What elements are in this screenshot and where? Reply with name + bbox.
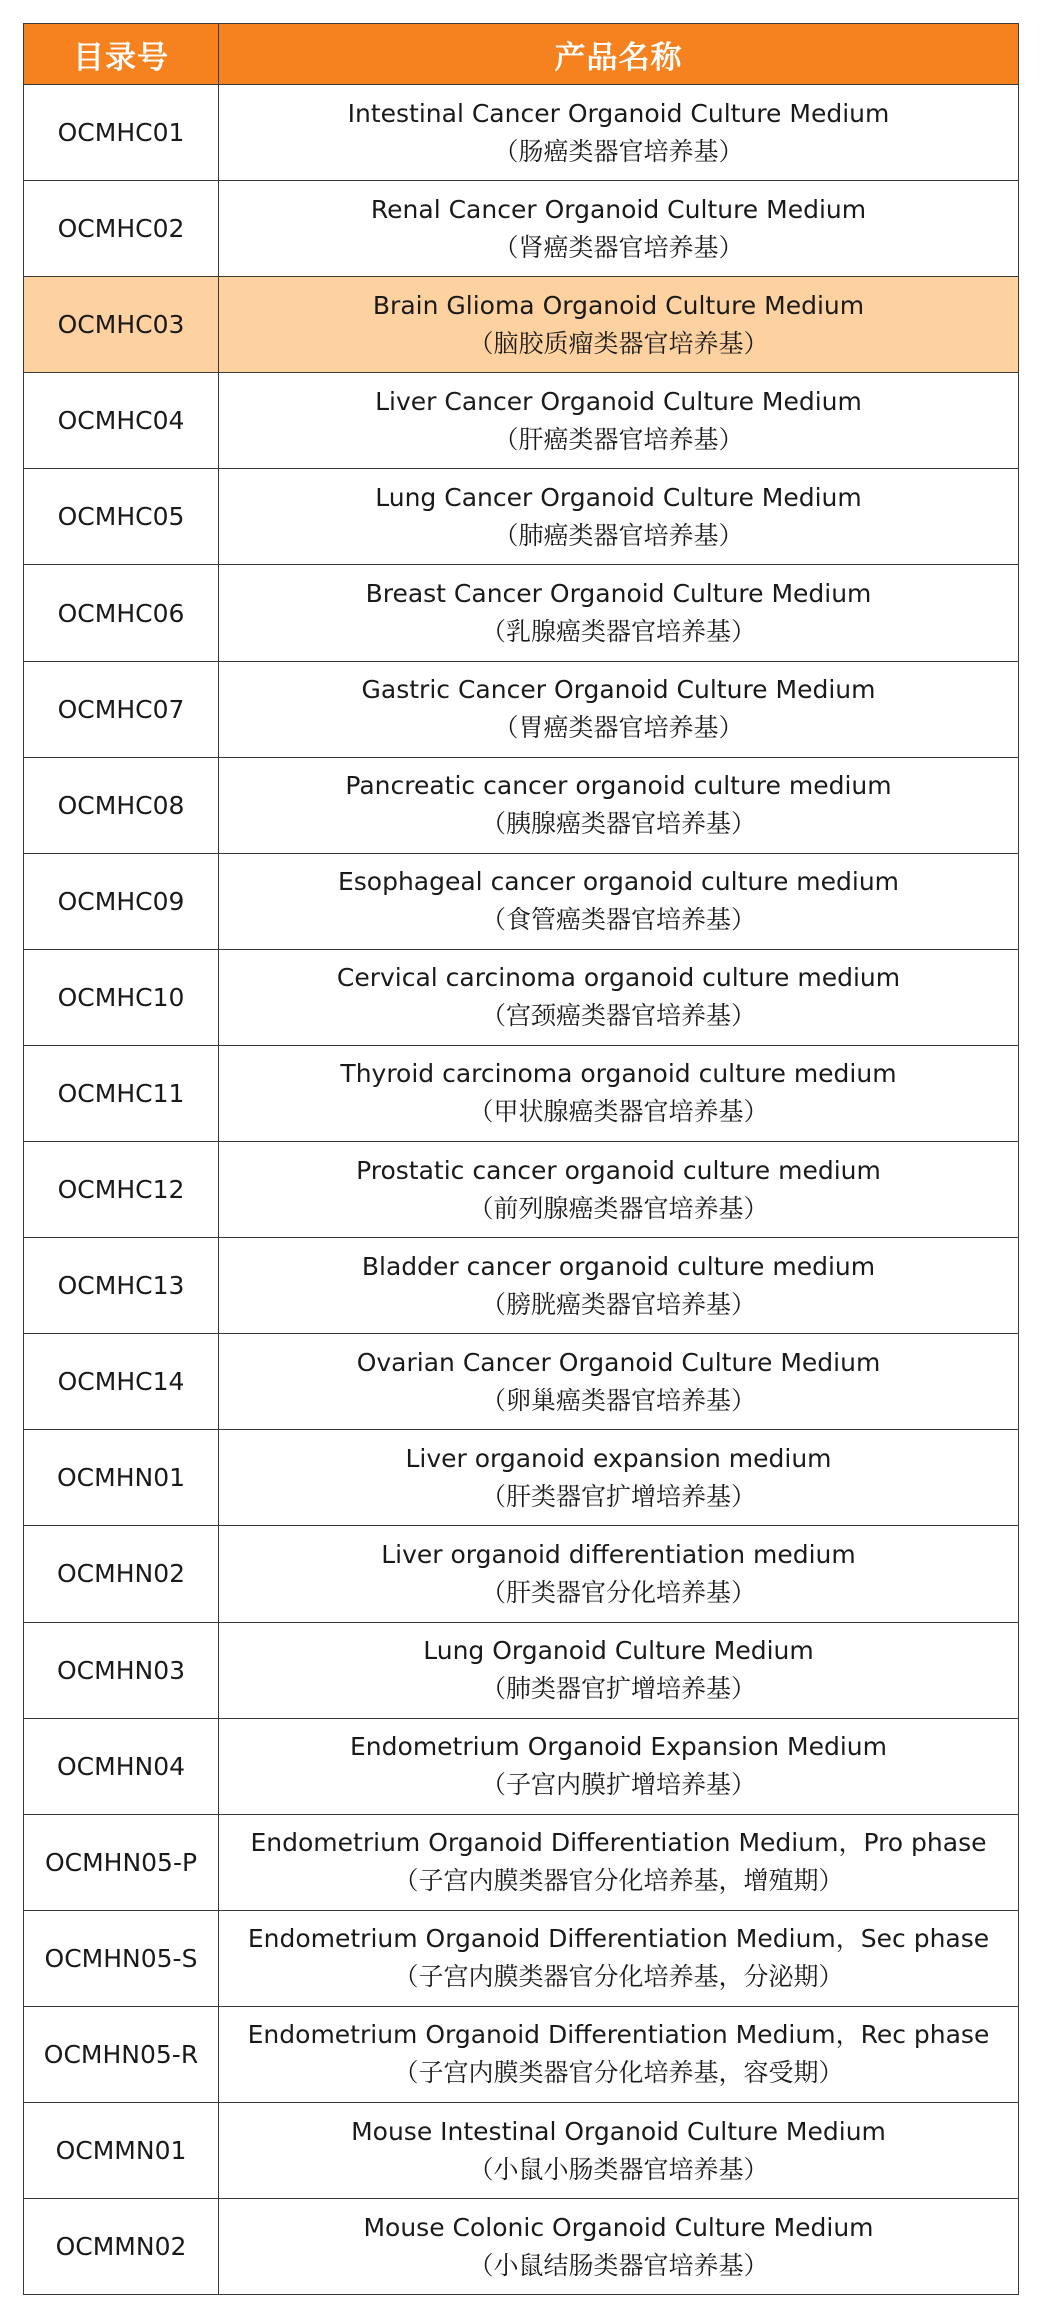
table-row — [24, 1142, 1019, 1238]
catalog-number-cell: OCMMN02 — [24, 2199, 219, 2295]
catalog-number-cell: OCMHC11 — [24, 1045, 219, 1141]
product-name-chinese: （小鼠结肠类器官培养基） — [468, 2250, 769, 2280]
product-name-english: Liver organoid expansion medium — [405, 1443, 832, 1473]
product-name-cell — [219, 277, 1019, 373]
product-name-cell — [219, 949, 1019, 1045]
product-name-cell — [219, 2199, 1019, 2295]
catalog-number-cell: OCMHC08 — [24, 757, 219, 853]
catalog-number-cell: OCMMN01 — [24, 2102, 219, 2198]
product-name-chinese: （宫颈癌类器官培养基） — [480, 1001, 756, 1031]
product-name-chinese: （子宫内膜类器官分化培养基，分泌期） — [393, 1962, 844, 1992]
catalog-number-cell: OCMHC01 — [24, 85, 219, 181]
table-row — [24, 1238, 1019, 1334]
product-name-cell — [219, 1526, 1019, 1622]
product-name-english: Renal Cancer Organoid Culture Medium — [370, 194, 867, 224]
product-name-chinese: （脑胶质瘤类器官培养基） — [468, 328, 769, 358]
product-name-cell — [219, 181, 1019, 277]
table-row — [24, 853, 1019, 949]
product-name-chinese: （膀胱癌类器官培养基） — [480, 1289, 756, 1319]
product-name-english: Liver organoid differentiation medium — [381, 1539, 856, 1569]
column-header-catalog-number: 目录号 — [24, 24, 219, 85]
product-name-english: Liver Cancer Organoid Culture Medium — [375, 386, 862, 416]
product-name-cell — [219, 853, 1019, 949]
product-name-english: Endometrium Organoid Expansion Medium — [350, 1732, 887, 1762]
table-row — [24, 85, 1019, 181]
product-name-chinese: （肺类器官扩增培养基） — [480, 1674, 756, 1704]
product-name-english: Lung Cancer Organoid Culture Medium — [375, 482, 862, 512]
catalog-number-cell: OCMHN05-P — [24, 1814, 219, 1910]
product-name-english: Ovarian Cancer Organoid Culture Medium — [356, 1347, 881, 1377]
product-name-cell — [219, 661, 1019, 757]
product-name-chinese: （肝癌类器官培养基） — [493, 424, 744, 454]
header-row — [24, 24, 1019, 85]
product-name-english: Esophageal cancer organoid culture medium — [337, 867, 900, 897]
product-name-english: Endometrium Organoid Differentiation Medium，Pro phase — [250, 1828, 987, 1858]
catalog-number-cell: OCMHN02 — [24, 1526, 219, 1622]
product-name-cell — [219, 85, 1019, 181]
product-name-chinese: （子宫内膜扩增培养基） — [480, 1770, 756, 1800]
product-name-cell — [219, 469, 1019, 565]
table-row — [24, 373, 1019, 469]
table-row — [24, 1430, 1019, 1526]
table-header — [24, 24, 1019, 85]
catalog-number-cell: OCMHC14 — [24, 1334, 219, 1430]
product-name-chinese: （乳腺癌类器官培养基） — [480, 617, 756, 647]
product-name-chinese: （胰腺癌类器官培养基） — [480, 809, 756, 839]
table-row — [24, 949, 1019, 1045]
table-row — [24, 1718, 1019, 1814]
table-row — [24, 181, 1019, 277]
catalog-number-cell: OCMHN05-R — [24, 2006, 219, 2102]
product-name-cell — [219, 1814, 1019, 1910]
catalog-number-cell: OCMHC09 — [24, 853, 219, 949]
table-body — [24, 85, 1019, 2295]
catalog-number-cell: OCMHC05 — [24, 469, 219, 565]
product-name-cell — [219, 757, 1019, 853]
product-name-english: Intestinal Cancer Organoid Culture Medium — [347, 98, 890, 128]
catalog-number-cell: OCMHN05-S — [24, 1910, 219, 2006]
product-name-english: Lung Organoid Culture Medium — [423, 1636, 814, 1666]
product-name-cell — [219, 1430, 1019, 1526]
product-table — [23, 23, 1019, 2295]
product-name-english: Endometrium Organoid Differentiation Medium，Rec phase — [247, 2020, 990, 2050]
product-name-english: Endometrium Organoid Differentiation Medium，Sec phase — [247, 1924, 990, 1954]
product-name-english: Prostatic cancer organoid culture medium — [356, 1155, 881, 1185]
product-name-cell — [219, 1910, 1019, 2006]
table-row — [24, 2199, 1019, 2295]
catalog-number-cell: OCMHN01 — [24, 1430, 219, 1526]
table-row — [24, 469, 1019, 565]
product-name-cell — [219, 1238, 1019, 1334]
product-name-english: Mouse Colonic Organoid Culture Medium — [363, 2212, 874, 2242]
product-name-cell — [219, 1045, 1019, 1141]
product-name-english: Cervical carcinoma organoid culture medium — [336, 963, 901, 993]
product-name-chinese: （卵巢癌类器官培养基） — [480, 1385, 756, 1415]
catalog-number-cell: OCMHC10 — [24, 949, 219, 1045]
product-name-chinese: （肝类器官扩增培养基） — [480, 1481, 756, 1511]
table-row — [24, 2102, 1019, 2198]
column-header-product-name: 产品名称 — [219, 24, 1019, 85]
product-name-chinese: （肺癌类器官培养基） — [493, 520, 744, 550]
catalog-number-cell: OCMHC13 — [24, 1238, 219, 1334]
product-name-chinese: （小鼠小肠类器官培养基） — [468, 2154, 769, 2184]
product-name-cell — [219, 565, 1019, 661]
product-name-cell — [219, 373, 1019, 469]
product-name-chinese: （胃癌类器官培养基） — [493, 713, 744, 743]
product-name-cell — [219, 2006, 1019, 2102]
catalog-number-cell: OCMHC06 — [24, 565, 219, 661]
product-name-chinese: （食管癌类器官培养基） — [480, 905, 756, 935]
product-name-english: Pancreatic cancer organoid culture medium — [345, 771, 892, 801]
table-row — [24, 1814, 1019, 1910]
catalog-number-cell: OCMHC12 — [24, 1142, 219, 1238]
product-name-cell — [219, 1622, 1019, 1718]
product-name-english: Brain Glioma Organoid Culture Medium — [372, 290, 865, 320]
product-name-english: Mouse Intestinal Organoid Culture Medium — [351, 2116, 886, 2146]
table-row — [24, 277, 1019, 373]
catalog-number-cell: OCMHN03 — [24, 1622, 219, 1718]
table-row — [24, 565, 1019, 661]
product-name-english: Gastric Cancer Organoid Culture Medium — [361, 675, 876, 705]
product-name-chinese: （肾癌类器官培养基） — [493, 232, 744, 262]
catalog-number-cell: OCMHC07 — [24, 661, 219, 757]
table-row — [24, 1622, 1019, 1718]
product-name-chinese: （子宫内膜类器官分化培养基，增殖期） — [393, 1866, 844, 1896]
product-name-cell — [219, 1718, 1019, 1814]
product-name-cell — [219, 1142, 1019, 1238]
table-row — [24, 757, 1019, 853]
product-name-english: Bladder cancer organoid culture medium — [361, 1251, 876, 1281]
product-name-chinese: （肝类器官分化培养基） — [480, 1577, 756, 1607]
table-row — [24, 661, 1019, 757]
catalog-number-cell: OCMHN04 — [24, 1718, 219, 1814]
product-name-english: Thyroid carcinoma organoid culture medium — [340, 1059, 897, 1089]
product-name-cell — [219, 2102, 1019, 2198]
catalog-number-cell: OCMHC03 — [24, 277, 219, 373]
product-name-chinese: （肠癌类器官培养基） — [493, 136, 744, 166]
catalog-number-cell: OCMHC04 — [24, 373, 219, 469]
table-row — [24, 1526, 1019, 1622]
table-row — [24, 1910, 1019, 2006]
table-row — [24, 2006, 1019, 2102]
product-name-chinese: （甲状腺癌类器官培养基） — [468, 1097, 769, 1127]
product-name-chinese: （前列腺癌类器官培养基） — [468, 1193, 769, 1223]
product-name-english: Breast Cancer Organoid Culture Medium — [365, 579, 872, 609]
table-row — [24, 1334, 1019, 1430]
product-name-cell — [219, 1334, 1019, 1430]
table-row — [24, 1045, 1019, 1141]
product-name-chinese: （子宫内膜类器官分化培养基，容受期） — [393, 2058, 844, 2088]
catalog-number-cell: OCMHC02 — [24, 181, 219, 277]
